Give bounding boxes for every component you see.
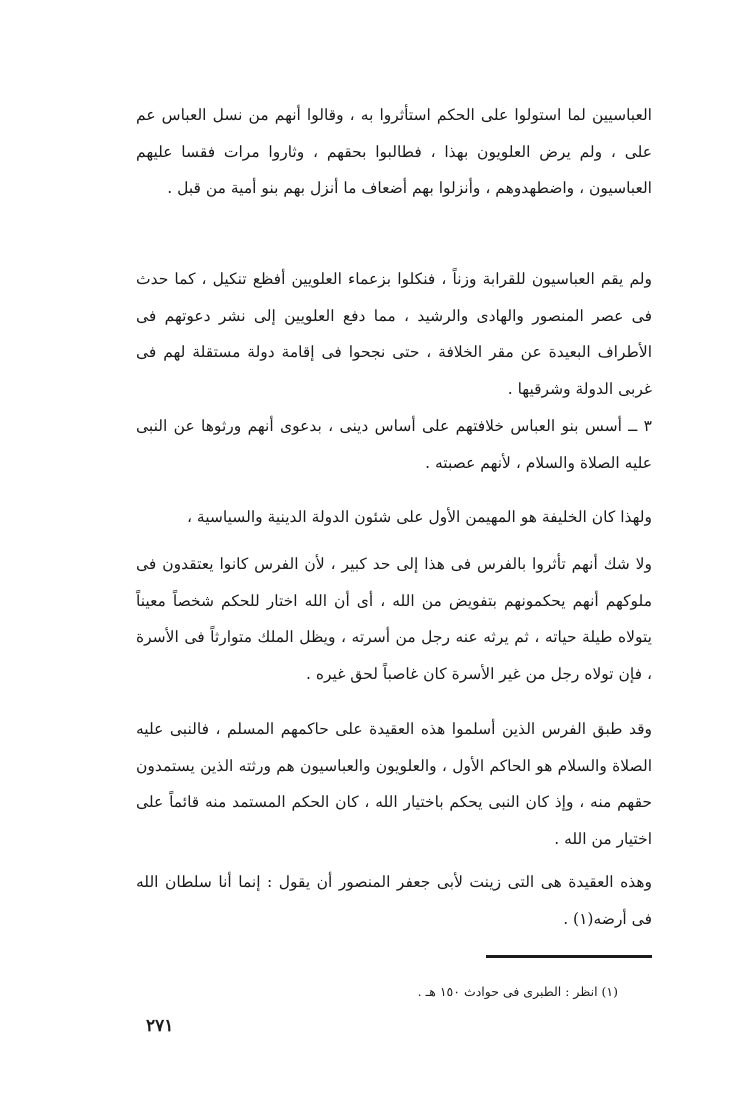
paragraph-text: وهذه العقيدة هى التى زينت لأبى جعفر المنصور أن يقول : إنما أنا سلطان الله فى أرضه(١) . [136,873,652,928]
paragraph-text: وقد طبق الفرس الذين أسلموا هذه العقيدة على حاكمهم المسلم ، فالنبى عليه الصلاة والسلام هو الحاكم الأول ، والعلويون والعباسيون هم ورثته الذين يستمدون حقهم منه ، وإذ كان النبى يحكم باختيار الله ، كان الحكم المستمد منه قائماً على اختيار من الله . [136,720,652,848]
body-paragraph [136,97,652,207]
body-paragraph [136,408,652,481]
body-paragraph [136,864,652,937]
body-paragraph [136,499,652,536]
paragraph-text: العباسيين لما استولوا على الحكم استأثروا به ، وقالوا أنهم من نسل العباس عم على ، ولم يرض العلويون بهذا ، فطالبوا بحقهم ، وثاروا مرات فقسا عليهم العباسيون ، واضطهدوهم ، وأنزلوا بهم أضعاف ما أنزل بهم بنو أمية من قبل . [136,106,652,197]
body-paragraph [136,261,652,407]
paragraph-text: ولم يقم العباسيون للقرابة وزناً ، فنكلوا بزعماء العلويين أفظع تنكيل ، كما حدث فى عصر المنصور والهادى والرشيد ، مما دفع العلويين إلى نشر دعوتهم فى الأطراف البعيدة عن مقر الخلافة ، حتى نجحوا فى إقامة دولة مستقلة لهم فى غربى الدولة وشرقيها . [136,270,652,398]
body-paragraph [136,711,652,857]
paragraph-text: ولا شك أنهم تأثروا بالفرس فى هذا إلى حد كبير ، لأن الفرس كانوا يعتقدون فى ملوكهم أنهم يحكمونهم بتفويض من الله ، أى أن الله اختار للحكم شخصاً معيناً يتولاه طيلة حياته ، ثم يرثه عنه رجل من أسرته ، ويظل الملك متوارثاً فى الأسرة ، فإن تولاه رجل من غير الأسرة كان غاصباً لحق غيره . [136,555,652,683]
body-paragraph [136,546,652,692]
paragraph-text: ولهذا كان الخليفة هو المهيمن الأول على شئون الدولة الدينية والسياسية ، [186,508,652,526]
page-number: ٢٧١ [146,1016,174,1036]
footnote-separator [486,955,652,958]
paragraph-text: ٣ ــ أسس بنو العباس خلافتهم على أساس دينى ، بدعوى أنهم ورثوها عن النبى عليه الصلاة والسلام ، لأنهم عصبته . [136,417,652,472]
footnote: (١) انظر : الطبرى فى حوادث ١٥٠ هـ . [417,984,618,999]
